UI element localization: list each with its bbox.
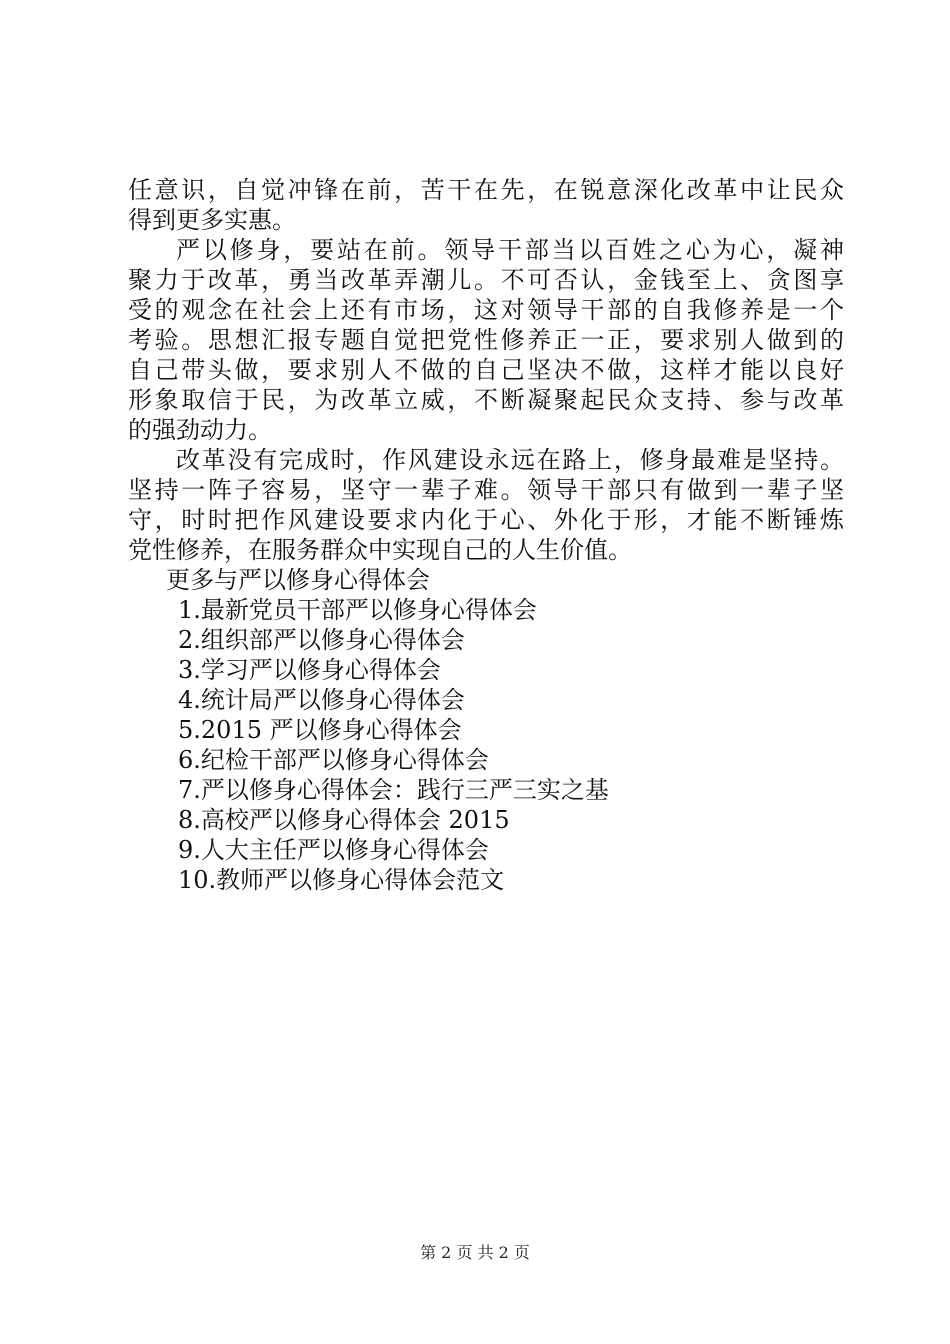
- text-line: 守，时时把作风建设要求内化于心、外化于形，才能不断锤炼: [128, 506, 844, 534]
- related-articles-list: [128, 565, 844, 895]
- text-line: 受的观念在社会上还有市场，这对领导干部的自我修养是一个: [128, 296, 844, 324]
- related-item: 10.教师严以修身心得体会范文: [178, 866, 505, 894]
- paragraph-self-cultivation: [128, 235, 844, 445]
- text-line: 任意识，自觉冲锋在前，苦干在先，在锐意深化改革中让民众: [128, 176, 844, 204]
- related-item: 2.组织部严以修身心得体会: [178, 626, 465, 654]
- related-item: 9.人大主任严以修身心得体会: [178, 836, 489, 864]
- text-line: 得到更多实惠。: [128, 206, 296, 234]
- text-line: 改革没有完成时，作风建设永远在路上，修身最难是坚持。: [176, 446, 844, 474]
- document-body: [128, 175, 844, 895]
- text-line: 聚力于改革，勇当改革弄潮儿。不可否认，金钱至上、贪图享: [128, 266, 844, 294]
- page-number-footer: 第 2 页 共 2 页: [420, 1243, 530, 1262]
- related-item: 7.严以修身心得体会：践行三严三实之基: [178, 776, 609, 804]
- related-item: 1.最新党员干部严以修身心得体会: [178, 596, 537, 624]
- paragraph-reform: [128, 445, 844, 565]
- text-line: 的强劲动力。: [128, 416, 272, 444]
- related-item: 5.2015 严以修身心得体会: [178, 716, 462, 744]
- text-line: 严以修身，要站在前。领导干部当以百姓之心为心，凝神: [176, 236, 844, 264]
- text-line: 自己带头做，要求别人不做的自己坚决不做，这样才能以良好: [128, 356, 844, 384]
- text-line: 坚持一阵子容易，坚守一辈子难。领导干部只有做到一辈子坚: [128, 476, 844, 504]
- related-item: 3.学习严以修身心得体会: [178, 656, 441, 684]
- text-line: 考验。思想汇报专题自觉把党性修养正一正，要求别人做到的: [128, 326, 844, 354]
- paragraph-continued: [128, 175, 844, 235]
- text-line: 形象取信于民，为改革立威，不断凝聚起民众支持、参与改革: [128, 386, 844, 414]
- related-item: 4.统计局严以修身心得体会: [178, 686, 465, 714]
- text-line: 党性修养，在服务群众中实现自己的人生价值。: [128, 536, 632, 564]
- related-item: 6.纪检干部严以修身心得体会: [178, 746, 489, 774]
- related-heading: 更多与严以修身心得体会: [166, 566, 430, 594]
- related-item: 8.高校严以修身心得体会 2015: [178, 806, 510, 834]
